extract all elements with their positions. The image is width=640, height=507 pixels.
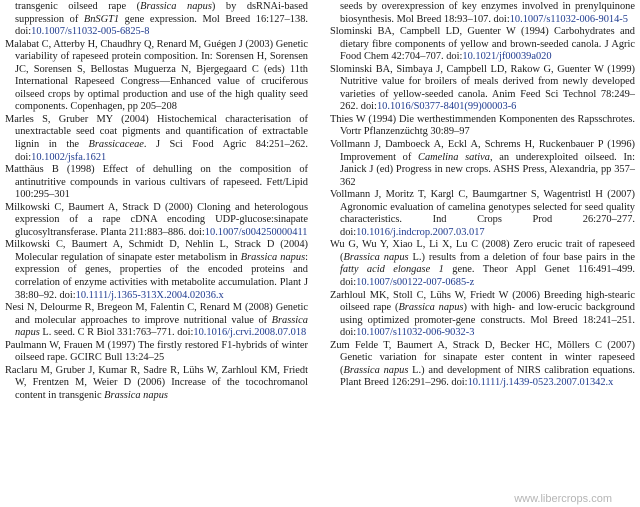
- reference-entry: Malabat C, Atterby H, Chaudhry Q, Renard M, Guégen J (2003) Genetic variability of rapeseed protein composition. In: Sorensen H, Sorensen JC, Sorensen S, Bellostas Muguerza N, Bjergegaard C (eds) 11th International Rapeseed Congress—Enhanced value of cruciferous oilseed crops by optimal production and use of the high quality seed components. Copenhagen, pp 205–208: [5, 38, 308, 113]
- watermark: www.libercrops.com: [514, 493, 612, 505]
- doi-link[interactable]: 10.1021/jf00039a020: [462, 51, 552, 63]
- doi-link[interactable]: 10.1007/s00122-007-0685-z: [356, 277, 475, 289]
- reference-entry: Vollmann J, Damboeck A, Eckl A, Schrems H, Ruckenbauer P (1996) Improvement of Camelina sativa, an underexploited oilseed. In: Janick J (ed) Progress in new crops. ASHS Press, Alexandria, pp 357–362: [330, 139, 635, 188]
- reference-entry: Paulmann W, Frauen M (1997) The firstly restored F1-hybrids of winter oilseed rape. GCIRC Bull 13:24–25: [5, 339, 308, 364]
- doi-link[interactable]: 10.1111/j.1439-0523.2007.01342.x: [467, 377, 614, 389]
- reference-column-right: [330, 1, 635, 390]
- reference-entry: Milkowski C, Baumert A, Strack D (2000) Cloning and heterologous expression of a rape cDNA encoding UDP-glucose:sinapate glucosyltransferase. Planta 211:883–886. doi:10.1007/s004250000411: [5, 201, 308, 238]
- reference-column-left: [5, 1, 308, 403]
- doi-link[interactable]: 10.1111/j.1365-313X.2004.02036.x: [75, 289, 224, 301]
- doi-link[interactable]: 10.1016/j.indcrop.2007.03.017: [356, 226, 485, 238]
- doi-link[interactable]: 10.1007/s11032-006-9032-3: [356, 327, 475, 339]
- doi-link[interactable]: 10.1016/j.crvi.2008.07.018: [193, 327, 307, 339]
- reference-entry: Vollmann J, Moritz T, Kargl C, Baumgartner S, Wagentristl H (2007) Agronomic evaluation of camelina genotypes selected for seed quality characteristics. Ind Crops Prod 26:270–277. doi:10.1016/j.indcrop.2007.03.017: [330, 189, 635, 238]
- doi-link[interactable]: 10.1002/jsfa.1621: [31, 151, 107, 163]
- doi-link[interactable]: 10.1016/S0377-8401(99)00003-6: [376, 101, 517, 113]
- reference-entry: Matthäus B (1998) Effect of dehulling on the composition of antinutritive compounds in various cultivars of rapeseed. Fett/Lipid 100:295–301: [5, 164, 308, 201]
- reference-entry: transgenic oilseed rape (Brassica napus) by dsRNAi-based suppression of BnSGT1 gene expression. Mol Breed 16:127–138. doi:10.1007/s11032-005-6825-8: [15, 1, 309, 38]
- reference-entry: Slominski BA, Campbell LD, Guenter W (1994) Carbohydrates and dietary fibre components of yellow and brown-seeded canola. J Agric Food Chem 42:704–707. doi:10.1021/jf00039a020: [330, 26, 635, 63]
- doi-link[interactable]: 10.1007/s004250000411: [204, 226, 308, 238]
- reference-entry: Thies W (1994) Die werthestimmenden Komponenten des Rapsschrotes. Vortr Pflanzenzüchtg 30:89–97: [330, 113, 635, 138]
- reference-entry: Zum Felde T, Baumert A, Strack D, Becker HC, Möllers C (2007) Genetic variation for sinapate ester content in winter rapeseed (Brassica napus L.) and development of NIRS calibration equations. Plant Breed 126:291–296. doi:10.1111/j.1439-0523.2007.01342.x: [330, 339, 635, 389]
- reference-entry: Slominski BA, Simbaya J, Campbell LD, Rakow G, Guenter W (1999) Nutritive value for broilers of meals derived from newly developed varieties of yellow-seeded canola. Anim Feed Sci Technol 78:249–262. doi:10.1016/S0377-8401(99)00003-6: [330, 63, 635, 113]
- doi-link[interactable]: 10.1007/s11032-005-6825-8: [31, 26, 150, 38]
- reference-entry: Raclaru M, Gruber J, Kumar R, Sadre R, Lühs W, Zarhloul KM, Friedt W, Frentzen M, Weier D (2006) Increase of the tocochromanol content in transgenic Brassica napus: [5, 364, 308, 401]
- doi-link[interactable]: 10.1007/s11032-006-9014-5: [509, 13, 628, 25]
- reference-entry: Zarhloul MK, Stoll C, Lühs W, Friedt W (2006) Breeding high-stearic oilseed rape (Brassica napus) with high- and low-erucic background using optimized promoter-gene constructs. Mol Breed 18:241–251. doi:10.1007/s11032-006-9032-3: [330, 289, 635, 339]
- reference-entry: Marles S, Gruber MY (2004) Histochemical characterisation of unextractable seed coat pigments and quantification of extractable lignin in the Brassicaceae. J Sci Food Agric 84:251–262. doi:10.1002/jsfa.1621: [5, 113, 308, 163]
- reference-entry: seeds by overexpression of key enzymes involved in prenylquinone biosynthesis. Mol Breed 18:93–107. doi:10.1007/s11032-006-9014-5: [340, 1, 635, 25]
- reference-entry: Wu G, Wu Y, Xiao L, Li X, Lu C (2008) Zero erucic trait of rapeseed (Brassica napus L.) results from a deletion of four base pairs in the fatty acid elongase 1 gene. Theor Appl Genet 116:491–499. doi:10.1007/s00122-007-0685-z: [330, 239, 635, 289]
- reference-entry: Nesi N, Delourme R, Bregeon M, Falentin C, Renard M (2008) Genetic and molecular approaches to improve nutritional value of Brassica napus L. seed. C R Biol 331:763–771. doi:10.1016/j.crvi.2008.07.018: [5, 302, 308, 339]
- reference-entry: Milkowski C, Baumert A, Schmidt D, Nehlin L, Strack D (2004) Molecular regulation of sinapate ester metabolism in Brassica napus: expression of genes, properties of the encoded proteins and correlation of enzyme activities with metabolite accumulation. Plant J 38:80–92. doi:10.1111/j.1365-313X.2004.02036.x: [5, 239, 308, 301]
